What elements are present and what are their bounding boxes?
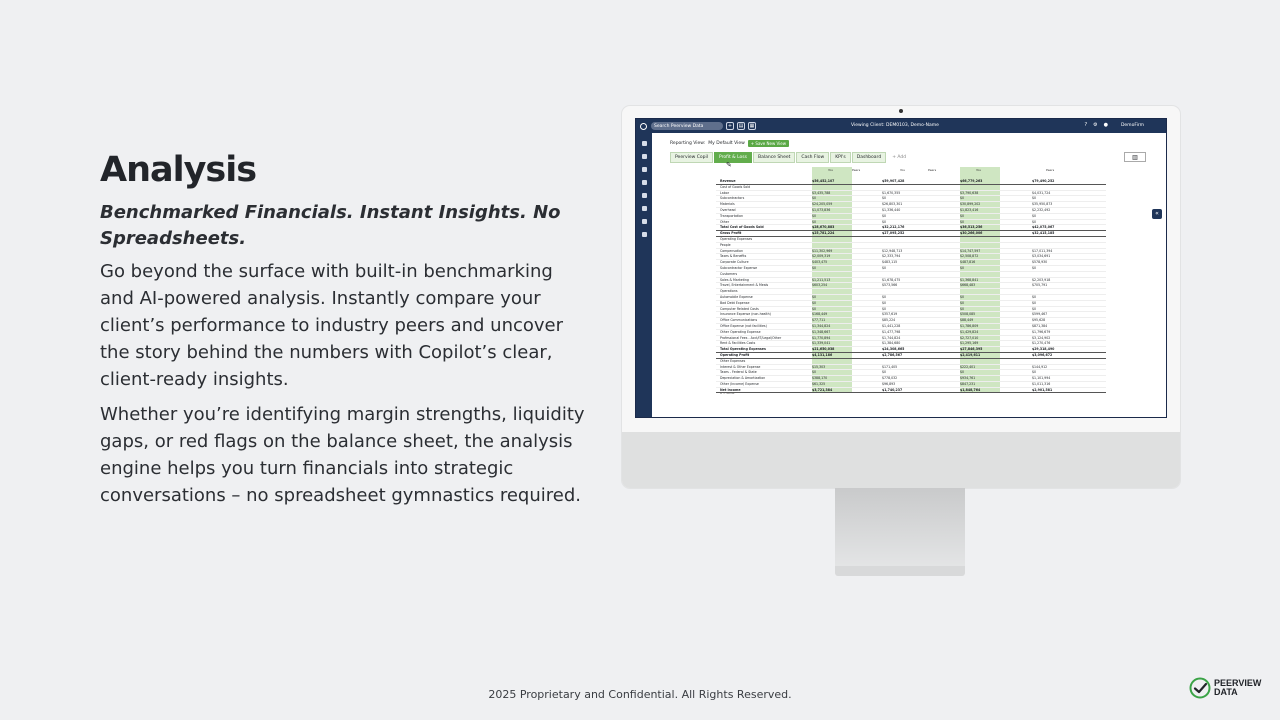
row-value-v3: $27,846,395 [960,347,983,352]
logo-line-2: DATA [1214,687,1238,697]
row-value-v2: $573,566 [882,283,898,288]
row-value-v4: $3,124,902 [1032,335,1051,340]
row-value-v4: $0 [1032,306,1037,311]
row-value-v1: $61,325 [812,381,826,386]
sidebar-icon-user[interactable] [642,167,647,172]
row-label: Overhead [720,207,736,212]
row-value-v1: $1,770,894 [812,335,831,340]
row-value-v1: $25,781,224 [812,231,835,236]
row-value-v2: $0 [882,306,887,311]
row-value-v1: $77,711 [812,318,826,323]
peerview-logo [1189,677,1261,699]
row-value-v4: $29,318,490 [1032,347,1055,352]
row-label: Travel, Entertainment & Meals [720,283,769,288]
row-value-v4: $2,203,918 [1032,277,1051,282]
row-value-v1: $11,302,969 [812,248,833,253]
row-value-v4: $2,901,581 [1032,387,1053,392]
row-value-v1: $0 [812,370,817,375]
sidebar-icon-help[interactable] [642,232,647,237]
row-value-v2: $0 [882,219,887,224]
table-footnote: A = REAZ [720,391,735,395]
row-value-v3: $0 [960,196,965,201]
app-logo-icon[interactable] [640,123,647,130]
save-view-button[interactable]: + Save New View [748,140,789,147]
row-value-v3: $1,786,809 [960,323,979,328]
row-value-v4: $144,912 [1032,364,1048,369]
row-value-v4: $1,011,316 [1032,381,1051,386]
row-value-v3: $2,508,872 [960,254,979,259]
row-value-v1: $21,650,038 [812,347,835,352]
row-value-v4: $2,232,492 [1032,207,1051,212]
row-value-v2: $2,786,567 [882,352,903,357]
row-value-v1: $0 [812,265,817,270]
app-sidebar [636,133,652,418]
row-value-v3: $1,295,169 [960,341,979,346]
row-value-v2: $12,948,713 [882,248,903,253]
row-value-v4: $0 [1032,300,1037,305]
row-value-v4: $0 [1032,265,1037,270]
row-value-v1: $1,348,667 [812,329,831,334]
row-value-v3: $0 [960,265,965,270]
row-label: Computer Related Costs [720,306,759,311]
row-value-v3: $847,231 [960,381,976,386]
column-header-4: Peers [928,168,937,172]
reporting-view-select[interactable]: My Default View [708,141,745,146]
viewing-client-label: Viewing Client: DEM0103, Demo-Name [851,123,939,128]
row-value-v1: $0 [812,213,817,218]
row-value-v2: $778,032 [882,376,898,381]
help-icon[interactable]: ? [1084,122,1088,128]
reporting-view-label: Reporting View: [670,141,706,146]
row-label: Cost of Goods Sold [720,184,751,189]
slide-text-block [100,150,590,517]
row-label: Insurance Expense (non-health) [720,312,771,317]
column-header-5: You [976,168,982,172]
imac-stand-base [835,566,965,576]
row-value-v3: $934,761 [960,376,976,381]
edit-pencil-icon[interactable]: ✎ [726,161,732,169]
row-value-v2: $1,384,680 [882,341,901,346]
row-label: Taxes & Benefits [720,254,747,259]
row-value-v4: $4,031,724 [1032,190,1051,195]
row-value-v3: $1,368,841 [960,277,979,282]
row-value-v4: $0 [1032,370,1037,375]
row-value-v4: $17,011,394 [1032,248,1053,253]
row-value-v4: $705,791 [1032,283,1048,288]
row-value-v3: $88,449 [960,318,974,323]
row-value-v3: $0 [960,219,965,224]
add-icon[interactable]: + [727,123,733,129]
logo-wordmark [1214,679,1261,697]
row-value-v4: $42,075,067 [1032,225,1055,230]
row-value-v3: $0 [960,370,965,375]
row-label: People [720,242,731,247]
row-value-v1: $3,721,384 [812,387,833,392]
row-value-v2: $0 [882,300,887,305]
row-label: Other Operating Expense [720,329,761,334]
row-value-v4: $35,950,873 [1032,202,1053,207]
copy-icon[interactable]: ▦ [749,123,755,129]
row-label: Transportation [720,213,744,218]
row-value-v3: $0 [960,306,965,311]
row-value-v4: $1,270,476 [1032,341,1051,346]
row-value-v3: $30,266,006 [960,231,983,236]
row-value-v3: $66,779,263 [960,179,983,183]
row-value-v3: $1,848,764 [960,387,981,392]
row-label: Net Income [720,387,741,392]
add-tab-button[interactable]: + Add [892,155,907,160]
row-value-v1: $168,449 [812,312,828,317]
table-row [716,388,1106,394]
row-label: Materials [720,202,735,207]
row-label: Compensation [720,248,744,253]
notification-icon[interactable]: ● [1103,122,1108,128]
row-value-v3: $1,429,824 [960,329,979,334]
row-value-v1: $1,211,513 [812,277,831,282]
topbar-icons [1084,122,1108,128]
row-value-v2: $1,441,228 [882,323,901,328]
imac-stand [835,488,965,568]
row-value-v4: $578,930 [1032,260,1048,265]
row-value-v3: $0 [960,294,965,299]
document-icon[interactable]: ▤ [738,123,744,129]
row-value-v2: $32,212,176 [882,225,905,230]
tab-balance-sheet[interactable]: Balance Sheet [753,152,795,163]
tab-kpis[interactable]: KPI's [830,152,851,163]
row-label: Operating Expenses [720,236,753,241]
column-header-2: Peers [852,168,861,172]
search-input[interactable]: Search Peerview Data [651,122,723,130]
row-value-v2: $1,336,440 [882,207,901,212]
row-value-v2: $1,740,237 [882,387,903,392]
row-value-v1: $603,254 [812,283,828,288]
row-value-v4: $3,096,672 [1032,352,1053,357]
row-value-v1: $28,670,883 [812,225,835,230]
row-label: Corporate Culture [720,260,749,265]
row-value-v1: $403,475 [812,260,828,265]
row-value-v1: $1,339,041 [812,341,831,346]
row-value-v3: $30,899,202 [960,202,981,207]
slide-title: Analysis [100,150,257,190]
row-value-v2: $171,405 [882,364,898,369]
check-circle-icon [1189,677,1211,699]
profit-loss-table [716,161,1106,397]
row-value-v3: $0 [960,300,965,305]
app-screen [635,118,1167,418]
row-label: Depreciation & Amortization [720,376,766,381]
row-label: Interest & Other Expense [720,364,761,369]
row-value-v3: $668,483 [960,283,976,288]
row-value-v2: $27,095,252 [882,231,905,236]
row-label: Gross Profit [720,231,742,236]
row-value-v2: $26,803,301 [882,202,903,207]
row-value-v2: $0 [882,265,887,270]
row-value-v4: $1,101,994 [1032,376,1051,381]
row-value-v1: $15,303 [812,364,826,369]
row-value-v2: $0 [882,213,887,218]
logo-line-1: PEERVIEW [1214,678,1262,688]
app-topbar [636,119,1166,133]
reporting-view-row [670,140,1148,147]
row-label: Rent & Facilities Costs [720,341,756,346]
row-label: Taxes - Federal & State [720,370,757,375]
row-label: Labor [720,190,730,195]
row-label: Subcontractors [720,196,745,201]
row-value-v1: $0 [812,219,817,224]
chart-icon[interactable]: ▥ [1124,152,1146,162]
row-value-v2: $85,224 [882,318,896,323]
row-value-v1: $0 [812,306,817,311]
row-value-v4: $0 [1032,213,1037,218]
tab-dashboard[interactable]: Dashboard [852,152,886,163]
row-value-v2: $1,744,824 [882,335,901,340]
row-label: Revenue [720,179,736,183]
imac-chin [622,432,1180,488]
row-value-v3: $2,419,611 [960,352,981,357]
column-header-3: You [900,168,906,172]
row-value-v3: $487,816 [960,260,976,265]
row-value-v2: $59,907,428 [882,179,905,183]
report-tabs [670,152,1148,163]
row-value-v1: $1,073,836 [812,207,831,212]
row-value-v3: $0 [960,213,965,218]
tab-cash-flow[interactable]: Cash Flow [796,152,829,163]
sidebar-icon-report[interactable] [642,206,647,211]
sidebar-icon-network[interactable] [642,219,647,224]
row-value-v4: $0 [1032,219,1037,224]
row-value-v1: $388,170 [812,376,828,381]
row-value-v1: $56,452,107 [812,179,835,183]
row-value-v1: $3,435,788 [812,190,831,195]
row-value-v2: $2,333,794 [882,254,901,259]
row-value-v4: $599,467 [1032,312,1048,317]
body-paragraph-2: Whether you’re identifying margin strengths, liquidity gaps, or red flags on the balance sheet, the analysis engine helps you turn financials into strategic conversations – no spreadsheet gymnastics required. [100,404,585,506]
row-value-v3: $3,790,638 [960,190,979,195]
column-header-1: You [828,168,834,172]
tab-profit-loss[interactable]: Profit & Loss [714,152,752,163]
settings-icon[interactable]: ⚙ [1093,122,1098,128]
row-label: Total Cost of Goods Sold [720,225,764,230]
row-value-v4: $0 [1032,196,1037,201]
row-value-v1: $0 [812,294,817,299]
row-value-v4: $1,796,679 [1032,329,1051,334]
row-label: Operating Profit [720,352,750,357]
row-label: Other Expenses [720,358,746,363]
row-value-v3: $508,085 [960,312,976,317]
row-value-v4: $0 [1032,294,1037,299]
sidebar-icon-globe[interactable] [642,180,647,185]
row-value-v2: $0 [882,196,887,201]
row-label: Office Expense (not facilities) [720,323,767,328]
row-value-v2: $24,308,665 [882,347,905,352]
row-value-v3: $2,727,010 [960,335,979,340]
row-label: Customers [720,271,738,276]
footer-text: 2025 Proprietary and Confidential. All Rights Reserved. [488,688,792,701]
column-header-6: Peers [1046,168,1055,172]
row-value-v4: $32,415,185 [1032,231,1055,236]
row-label: Sales & Marketing [720,277,749,282]
row-label: Office Communications [720,318,758,323]
row-label: Other (Income) Expense [720,381,759,386]
row-label: Operations [720,289,738,294]
row-value-v4: $3,034,691 [1032,254,1051,259]
row-value-v1: $0 [812,196,817,201]
row-value-v2: $1,670,355 [882,190,901,195]
row-value-v1: $24,205,059 [812,202,833,207]
camera-dot [899,109,903,113]
row-value-v2: $1,477,798 [882,329,901,334]
row-label: Professional Fees - Acct/IT/Legal/Other [720,335,782,340]
body-paragraph-1: Go beyond the surface with built-in benchmarking and AI-powered analysis. Instantly compare your client’s performance to industry peers and uncover the story behind the numbers with Copilot’s clear, client-ready insights. [100,261,564,390]
row-value-v2: $357,619 [882,312,898,317]
sidebar-icon-documents[interactable] [642,141,647,146]
row-value-v2: $1,678,475 [882,277,901,282]
tab-copilot[interactable]: Peerview Copil [670,152,713,163]
row-value-v4: $79,490,252 [1032,179,1055,183]
row-value-v3: $1,823,416 [960,207,979,212]
collapse-panel-icon[interactable]: « [1152,209,1162,219]
row-value-v1: $1,344,824 [812,323,831,328]
firm-dropdown[interactable]: DemoFirm [1120,123,1144,128]
sidebar-icon-chart[interactable] [642,193,647,198]
row-value-v2: $483,115 [882,260,898,265]
row-value-v4: $871,384 [1032,323,1048,328]
row-value-v1: $0 [812,300,817,305]
row-label: Bad Debt Expense [720,300,750,305]
row-value-v2: $96,893 [882,381,896,386]
sidebar-icon-shield[interactable] [642,154,647,159]
row-value-v2: $0 [882,370,887,375]
row-value-v1: $2,009,319 [812,254,831,259]
row-value-v3: $36,513,256 [960,225,983,230]
row-label: Subcontractor Expense [720,265,758,270]
row-label: Automobile Expense [720,294,753,299]
row-value-v3: $14,747,597 [960,248,981,253]
row-value-v4: $95,628 [1032,318,1046,323]
row-value-v2: $0 [882,294,887,299]
row-value-v3: $222,401 [960,364,976,369]
row-label: Other [720,219,730,224]
row-value-v1: $4,131,186 [812,352,833,357]
slide-subtitle: Benchmarked Financials. Instant Insights. No Spreadsheets. [100,202,561,249]
table-rows [716,179,1106,393]
row-label: Total Operating Expenses [720,347,766,352]
